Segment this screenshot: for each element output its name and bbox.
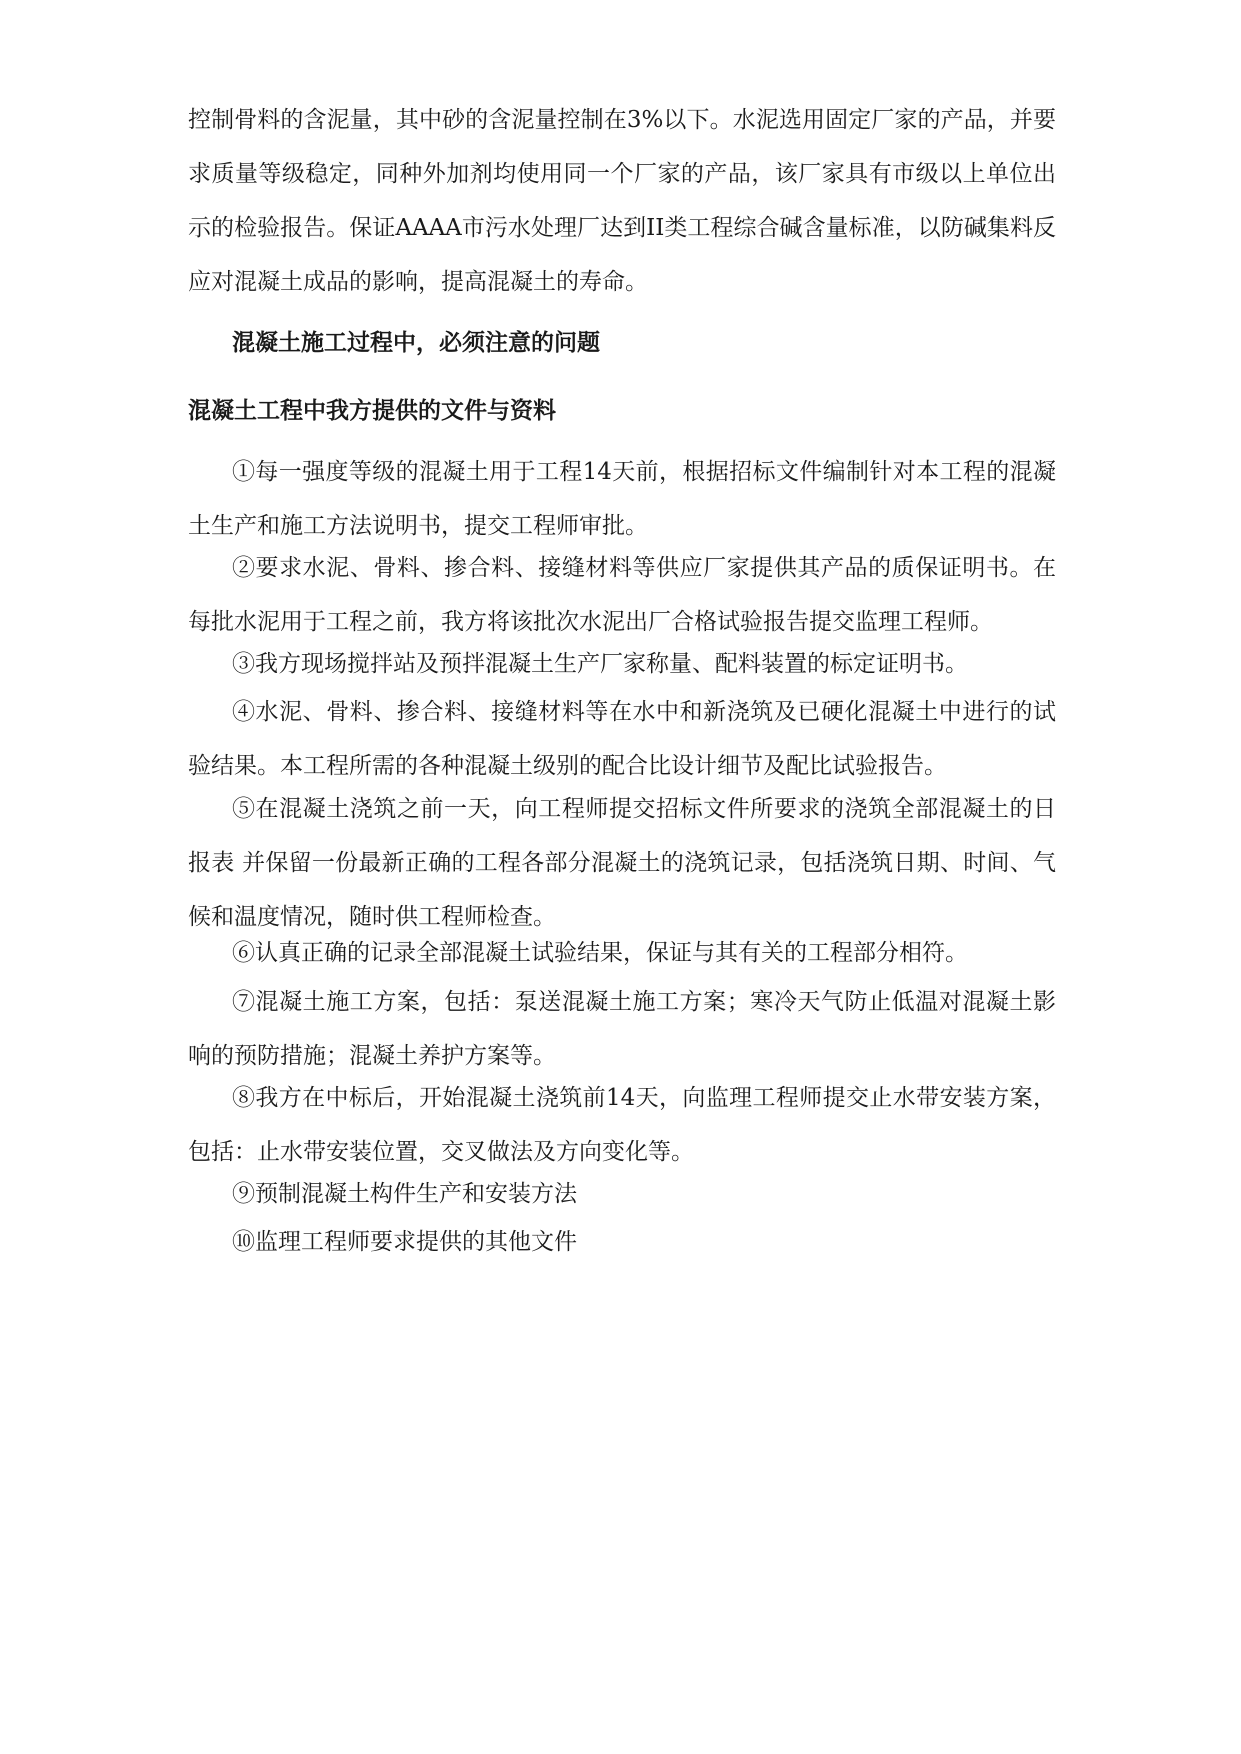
list-item-5: ⑤在混凝土浇筑之前一天，向工程师提交招标文件所要求的浇筑全部混凝土的日报表 并保留一份最新正确的工程各部分混凝土的浇筑记录，包括浇筑日期、时间、气候和温度情况，随时供工程师检查。 xyxy=(188,796,1056,930)
subsection-heading: 混凝土工程中我方提供的文件与资料 xyxy=(188,397,556,424)
intro-paragraph: 控制骨料的含泥量，其中砂的含泥量控制在3%以下。水泥选用固定厂家的产品，并要求质量等级稳定，同种外加剂均使用同一个厂家的产品，该厂家具有市级以上单位出示的检验报告。保证AAAA市污水处理厂达到II类工程综合碱含量标准，以防碱集料反应对混凝土成品的影响，提高混凝土的寿命。 xyxy=(188,107,1056,295)
list-item-8: ⑧我方在中标后，开始混凝土浇筑前14天，向监理工程师提交止水带安装方案，包括：止水带安装位置，交叉做法及方向变化等。 xyxy=(188,1085,1056,1165)
list-item-2: ②要求水泥、骨料、掺合料、接缝材料等供应厂家提供其产品的质保证明书。在每批水泥用于工程之前，我方将该批次水泥出厂合格试验报告提交监理工程师。 xyxy=(188,555,1056,635)
list-item-9: ⑨预制混凝土构件生产和安装方法 xyxy=(232,1181,577,1207)
list-item-6: ⑥认真正确的记录全部混凝土试验结果，保证与其有关的工程部分相符。 xyxy=(232,940,968,966)
list-item-10: ⑩监理工程师要求提供的其他文件 xyxy=(232,1229,577,1255)
section-heading: 混凝土施工过程中，必须注意的问题 xyxy=(232,329,600,356)
list-item-7: ⑦混凝土施工方案，包括：泵送混凝土施工方案；寒冷天气防止低温对混凝土影响的预防措施；混凝土养护方案等。 xyxy=(188,989,1056,1069)
list-item-3: ③我方现场搅拌站及预拌混凝土生产厂家称量、配料装置的标定证明书。 xyxy=(232,651,968,677)
list-item-4: ④水泥、骨料、掺合料、接缝材料等在水中和新浇筑及已硬化混凝土中进行的试验结果。本工程所需的各种混凝土级别的配合比设计细节及配比试验报告。 xyxy=(188,699,1056,779)
list-item-1: ①每一强度等级的混凝土用于工程14天前，根据招标文件编制针对本工程的混凝土生产和施工方法说明书，提交工程师审批。 xyxy=(188,459,1056,539)
